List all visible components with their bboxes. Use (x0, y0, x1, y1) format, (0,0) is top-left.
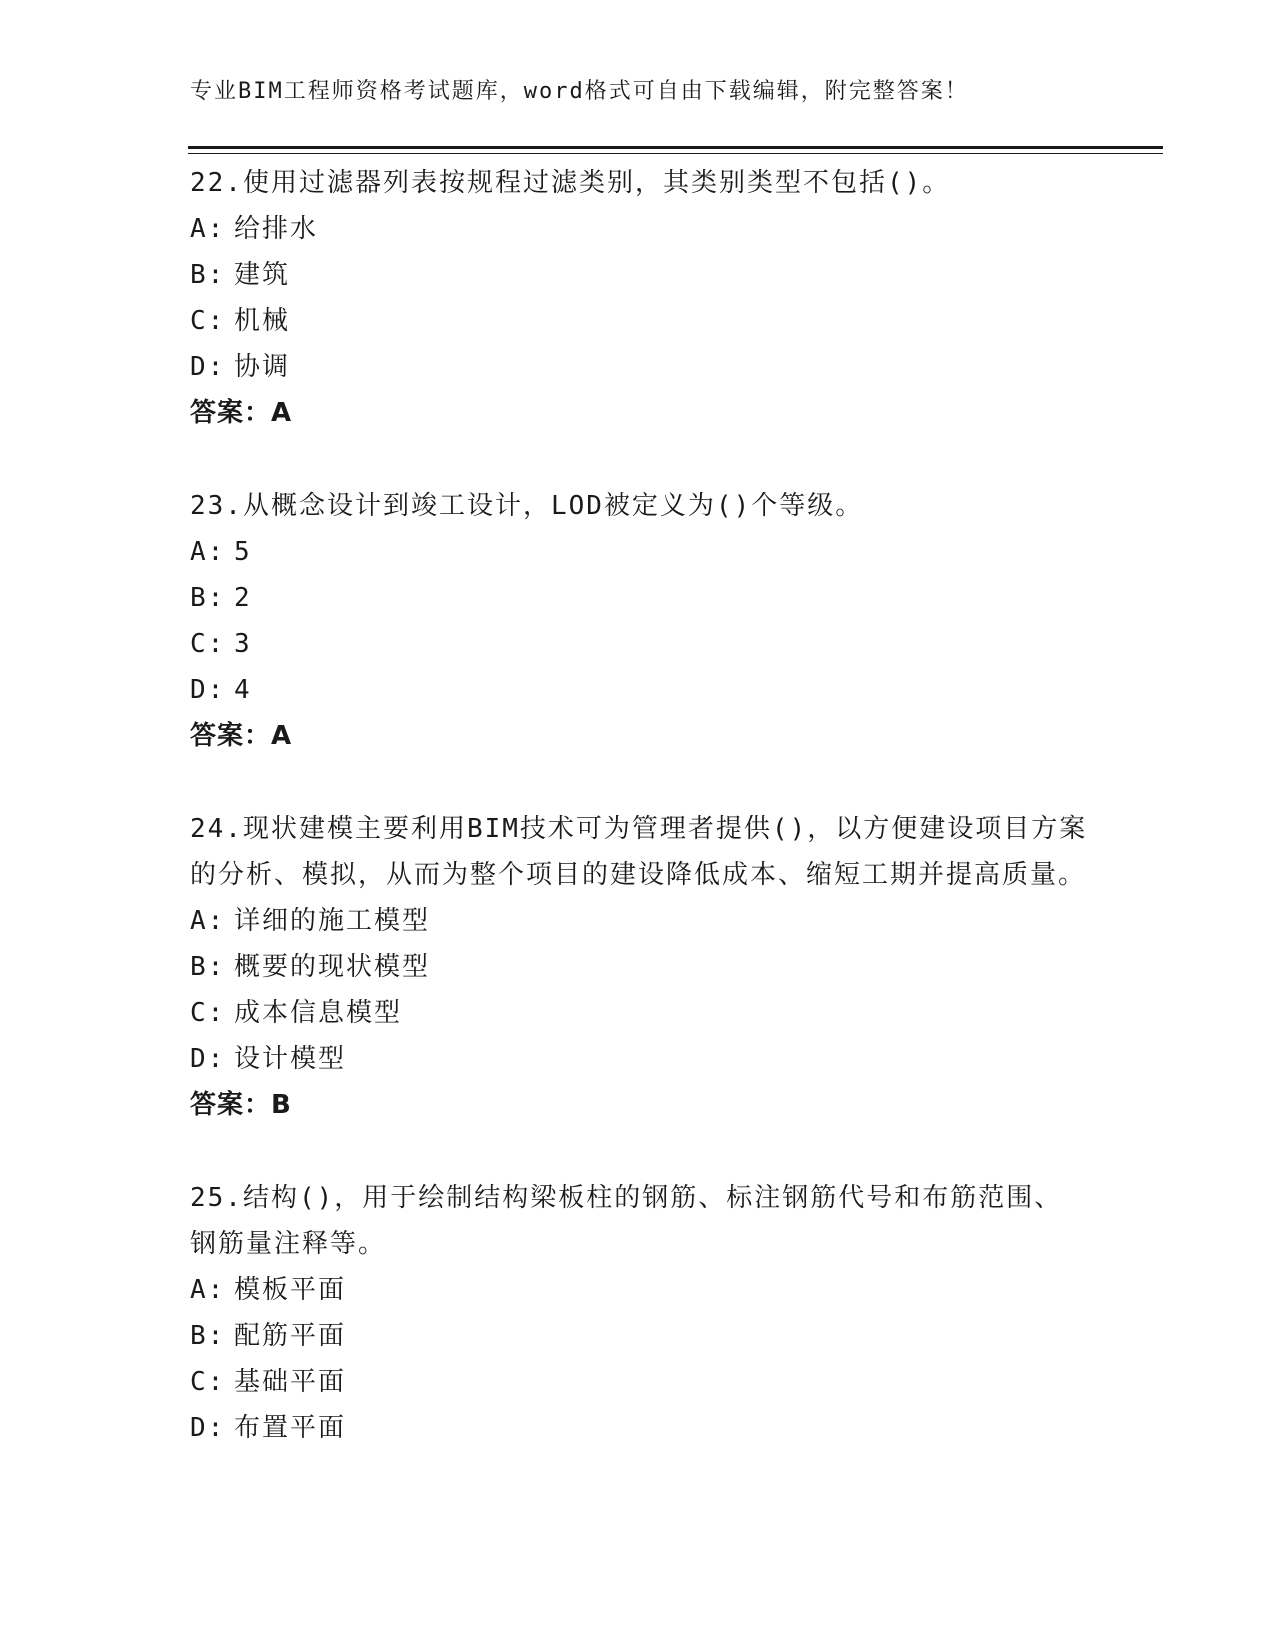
option-text: 概要的现状模型 (234, 952, 431, 982)
option-d (190, 667, 1090, 713)
option-text: 成本信息模型 (234, 998, 403, 1028)
option-text: 协调 (234, 352, 291, 382)
option-letter: C: (190, 998, 226, 1028)
question-text: 25.结构()，用于绘制结构梁板柱的钢筋、标注钢筋代号和布筋范围、钢筋量注释等。 (190, 1183, 1063, 1259)
option-text: 5 (234, 537, 252, 567)
question-25 (190, 1175, 1090, 1451)
option-letter: D: (190, 675, 226, 705)
option-letter: D: (190, 1044, 226, 1074)
answer-label: 答案：A (190, 721, 293, 751)
option-text: 2 (234, 583, 252, 613)
option-c (190, 990, 1090, 1036)
option-text: 设计模型 (234, 1044, 347, 1074)
option-letter: D: (190, 1413, 226, 1443)
option-text: 布置平面 (234, 1413, 347, 1443)
option-letter: B: (190, 583, 226, 613)
option-letter: C: (190, 629, 226, 659)
option-b (190, 944, 1090, 990)
option-letter: A: (190, 1275, 226, 1305)
option-letter: B: (190, 260, 226, 290)
option-text: 3 (234, 629, 252, 659)
question-22 (190, 160, 1090, 436)
option-letter: B: (190, 952, 226, 982)
option-c (190, 298, 1090, 344)
option-text: 详细的施工模型 (234, 906, 431, 936)
option-text: 给排水 (234, 214, 319, 244)
option-text: 配筋平面 (234, 1321, 347, 1351)
option-letter: D: (190, 352, 226, 382)
question-list (190, 160, 1090, 1498)
option-letter: C: (190, 1367, 226, 1397)
option-letter: A: (190, 906, 226, 936)
question-text: 22.使用过滤器列表按规程过滤类别，其类别类型不包括()。 (190, 168, 951, 198)
option-a (190, 206, 1090, 252)
answer-label: 答案：B (190, 1090, 292, 1120)
option-d (190, 344, 1090, 390)
option-d (190, 1036, 1090, 1082)
option-text: 建筑 (234, 260, 291, 290)
option-letter: C: (190, 306, 226, 336)
question-23 (190, 483, 1090, 759)
question-text: 23.从概念设计到竣工设计，LOD被定义为()个等级。 (190, 491, 864, 521)
page-header: 专业BIM工程师资格考试题库，word格式可自由下载编辑，附完整答案！ (190, 79, 969, 104)
option-b (190, 252, 1090, 298)
header-rule-thin (188, 153, 1163, 154)
option-c (190, 1359, 1090, 1405)
option-text: 基础平面 (234, 1367, 347, 1397)
option-a (190, 529, 1090, 575)
option-b (190, 1313, 1090, 1359)
option-letter: A: (190, 537, 226, 567)
option-d (190, 1405, 1090, 1451)
option-text: 模板平面 (234, 1275, 347, 1305)
option-b (190, 575, 1090, 621)
option-a (190, 898, 1090, 944)
answer-label: 答案：A (190, 398, 293, 428)
option-letter: B: (190, 1321, 226, 1351)
header-rule-thick (188, 146, 1163, 149)
option-c (190, 621, 1090, 667)
option-text: 机械 (234, 306, 291, 336)
option-a (190, 1267, 1090, 1313)
option-text: 4 (234, 675, 252, 705)
question-text: 24.现状建模主要利用BIM技术可为管理者提供()，以方便建设项目方案的分析、模拟，从而为整个项目的建设降低成本、缩短工期并提高质量。 (190, 814, 1088, 890)
question-24 (190, 806, 1090, 1128)
option-letter: A: (190, 214, 226, 244)
